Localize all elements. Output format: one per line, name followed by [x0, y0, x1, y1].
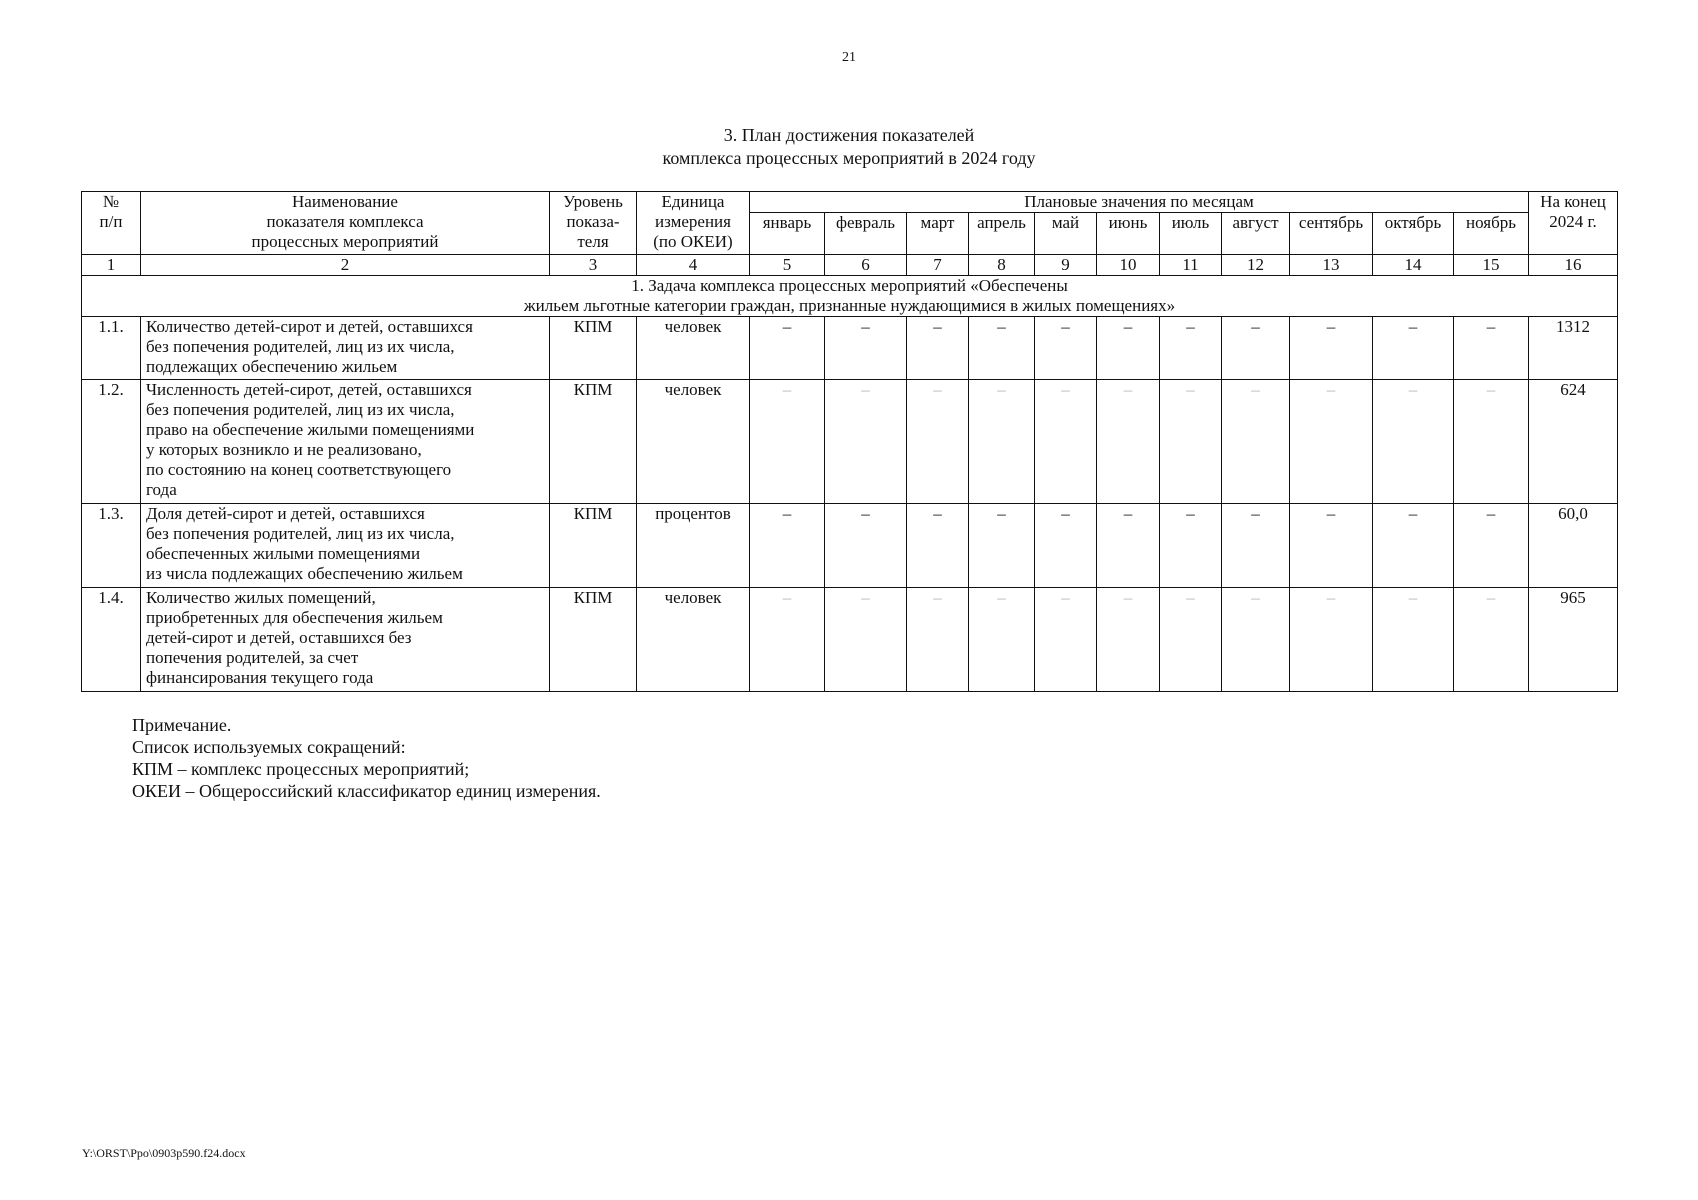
table-title-line: комплекса процессных мероприятий в 2024 году	[662, 148, 1036, 168]
month-value: –	[1373, 504, 1454, 588]
month-value: –	[969, 504, 1035, 588]
task-heading-line: жильем льготные категории граждан, признанные нуждающимися в жилых помещениях»	[523, 296, 1176, 315]
note-line: КПМ – комплекс процессных мероприятий;	[132, 759, 470, 779]
indicator-name-line: без попечения родителей, лиц из их числа,	[146, 337, 455, 356]
column-number: 13	[1290, 255, 1373, 276]
month-value: –	[969, 380, 1035, 504]
indicator-name-line: Численность детей-сирот, детей, оставшихся	[146, 380, 472, 399]
month-value: –	[750, 588, 825, 692]
month-value: –	[1454, 588, 1529, 692]
header-month: февраль	[825, 213, 907, 255]
task-row	[82, 276, 1618, 317]
column-number: 11	[1160, 255, 1222, 276]
header-monthly-group: Плановые значения по месяцам	[750, 192, 1529, 213]
column-number: 1	[82, 255, 141, 276]
column-number: 2	[141, 255, 550, 276]
end-of-year-value: 1312	[1529, 317, 1618, 380]
column-number: 5	[750, 255, 825, 276]
month-value: –	[1454, 317, 1529, 380]
notes	[132, 714, 601, 802]
indicator-unit: человек	[637, 588, 750, 692]
indicator-unit: человек	[637, 380, 750, 504]
header-text: измерения	[655, 212, 731, 231]
header-month: июль	[1160, 213, 1222, 255]
header-text: На конец	[1540, 192, 1606, 211]
header-row	[82, 192, 1618, 213]
table-title	[0, 124, 1698, 170]
header-text: №	[102, 192, 120, 211]
header-text: теля	[577, 232, 609, 251]
footer-file-path: Y:\ORST\Ppo\0903p590.f24.docx	[82, 1146, 246, 1160]
note-line: ОКЕИ – Общероссийский классификатор единиц измерения.	[132, 781, 601, 801]
indicator-name-line: подлежащих обеспечению жильем	[146, 357, 398, 376]
month-value: –	[1373, 380, 1454, 504]
month-value: –	[1160, 588, 1222, 692]
note-line: Примечание.	[132, 715, 232, 735]
indicator-name-line: года	[146, 480, 177, 499]
indicator-level: КПМ	[550, 504, 637, 588]
month-value: –	[1373, 588, 1454, 692]
header-text: Уровень	[563, 192, 623, 211]
indicator-name-line: из числа подлежащих обеспечению жильем	[146, 564, 463, 583]
month-value: –	[907, 317, 969, 380]
month-value: –	[969, 317, 1035, 380]
note-line: Список используемых сокращений:	[132, 737, 406, 757]
indicator-name-line: по состоянию на конец соответствующего	[146, 460, 452, 479]
indicator-name-line: попечения родителей, за счет	[146, 648, 359, 667]
table-row	[82, 504, 1618, 588]
month-value: –	[1160, 504, 1222, 588]
month-value: –	[1097, 588, 1160, 692]
header-text: Единица	[661, 192, 725, 211]
indicator-unit: человек	[637, 317, 750, 380]
month-value: –	[825, 380, 907, 504]
month-value: –	[1290, 588, 1373, 692]
month-value: –	[1222, 380, 1290, 504]
end-of-year-value: 60,0	[1529, 504, 1618, 588]
month-value: –	[1222, 317, 1290, 380]
column-number: 10	[1097, 255, 1160, 276]
indicator-name-line: финансирования текущего года	[146, 668, 374, 687]
month-value: –	[1222, 588, 1290, 692]
column-number: 8	[969, 255, 1035, 276]
header-name	[141, 192, 550, 255]
indicator-name	[141, 504, 550, 588]
indicator-level: КПМ	[550, 380, 637, 504]
month-value: –	[1035, 317, 1097, 380]
indicator-name-line: обеспеченных жилыми помещениями	[146, 544, 421, 563]
indicator-unit: процентов	[637, 504, 750, 588]
header-month: январь	[750, 213, 825, 255]
header-text: показа-	[566, 212, 620, 231]
indicator-name-line: Доля детей-сирот и детей, оставшихся	[146, 504, 425, 523]
indicator-name	[141, 317, 550, 380]
header-text: (по ОКЕИ)	[653, 232, 733, 251]
month-value: –	[907, 504, 969, 588]
indicator-name-line: без попечения родителей, лиц из их числа,	[146, 400, 455, 419]
indicator-name	[141, 380, 550, 504]
header-unit	[637, 192, 750, 255]
indicator-level: КПМ	[550, 317, 637, 380]
month-value: –	[750, 380, 825, 504]
month-value: –	[1097, 504, 1160, 588]
end-of-year-value: 965	[1529, 588, 1618, 692]
header-text: 2024 г.	[1549, 212, 1597, 231]
month-value: –	[1035, 380, 1097, 504]
indicator-name	[141, 588, 550, 692]
month-value: –	[1035, 588, 1097, 692]
month-value: –	[1160, 317, 1222, 380]
indicator-name-line: приобретенных для обеспечения жильем	[146, 608, 443, 627]
header-month: август	[1222, 213, 1290, 255]
month-value: –	[750, 504, 825, 588]
header-text: Наименование	[292, 192, 398, 211]
indicator-name-line: Количество жилых помещений,	[146, 588, 376, 607]
indicator-name-line: право на обеспечение жилыми помещениями	[146, 420, 475, 439]
column-number: 4	[637, 255, 750, 276]
indicator-name-line: без попечения родителей, лиц из их числа,	[146, 524, 455, 543]
month-value: –	[907, 380, 969, 504]
month-value: –	[1454, 380, 1529, 504]
header-month: октябрь	[1373, 213, 1454, 255]
header-month: апрель	[969, 213, 1035, 255]
indicator-name-line: детей-сирот и детей, оставшихся без	[146, 628, 412, 647]
task-heading	[82, 276, 1618, 317]
column-number: 3	[550, 255, 637, 276]
month-value: –	[825, 504, 907, 588]
header-level	[550, 192, 637, 255]
table-row	[82, 317, 1618, 380]
month-value: –	[1290, 380, 1373, 504]
column-number: 15	[1454, 255, 1529, 276]
header-text: показателя комплекса	[266, 212, 424, 231]
table-row	[82, 380, 1618, 504]
column-number: 14	[1373, 255, 1454, 276]
row-number: 1.4.	[82, 588, 141, 692]
month-value: –	[1097, 317, 1160, 380]
row-number: 1.3.	[82, 504, 141, 588]
column-number: 9	[1035, 255, 1097, 276]
page-number: 21	[842, 50, 856, 65]
table-title-line: 3. План достижения показателей	[723, 125, 975, 145]
month-value: –	[1373, 317, 1454, 380]
column-numbers-row	[82, 255, 1618, 276]
row-number: 1.2.	[82, 380, 141, 504]
header-text: п/п	[99, 212, 123, 231]
header-text: процессных мероприятий	[251, 232, 439, 251]
header-month: март	[907, 213, 969, 255]
month-value: –	[825, 588, 907, 692]
month-value: –	[750, 317, 825, 380]
month-value: –	[1035, 504, 1097, 588]
header-num	[82, 192, 141, 255]
header-month: май	[1035, 213, 1097, 255]
header-month: июнь	[1097, 213, 1160, 255]
row-number: 1.1.	[82, 317, 141, 380]
header-end	[1529, 192, 1618, 255]
indicators-plan-table	[81, 191, 1618, 692]
column-number: 16	[1529, 255, 1618, 276]
indicator-name-line: у которых возникло и не реализовано,	[146, 440, 422, 459]
month-value: –	[825, 317, 907, 380]
column-number: 12	[1222, 255, 1290, 276]
month-value: –	[1160, 380, 1222, 504]
indicator-level: КПМ	[550, 588, 637, 692]
column-number: 7	[907, 255, 969, 276]
table-row	[82, 588, 1618, 692]
month-value: –	[1097, 380, 1160, 504]
month-value: –	[1290, 504, 1373, 588]
header-month: сентябрь	[1290, 213, 1373, 255]
task-heading-line: 1. Задача комплекса процессных мероприятий «Обеспечены	[631, 276, 1068, 295]
month-value: –	[907, 588, 969, 692]
month-value: –	[1454, 504, 1529, 588]
header-month: ноябрь	[1454, 213, 1529, 255]
month-value: –	[969, 588, 1035, 692]
month-value: –	[1290, 317, 1373, 380]
end-of-year-value: 624	[1529, 380, 1618, 504]
month-value: –	[1222, 504, 1290, 588]
column-number: 6	[825, 255, 907, 276]
indicator-name-line: Количество детей-сирот и детей, оставшихся	[146, 317, 473, 336]
